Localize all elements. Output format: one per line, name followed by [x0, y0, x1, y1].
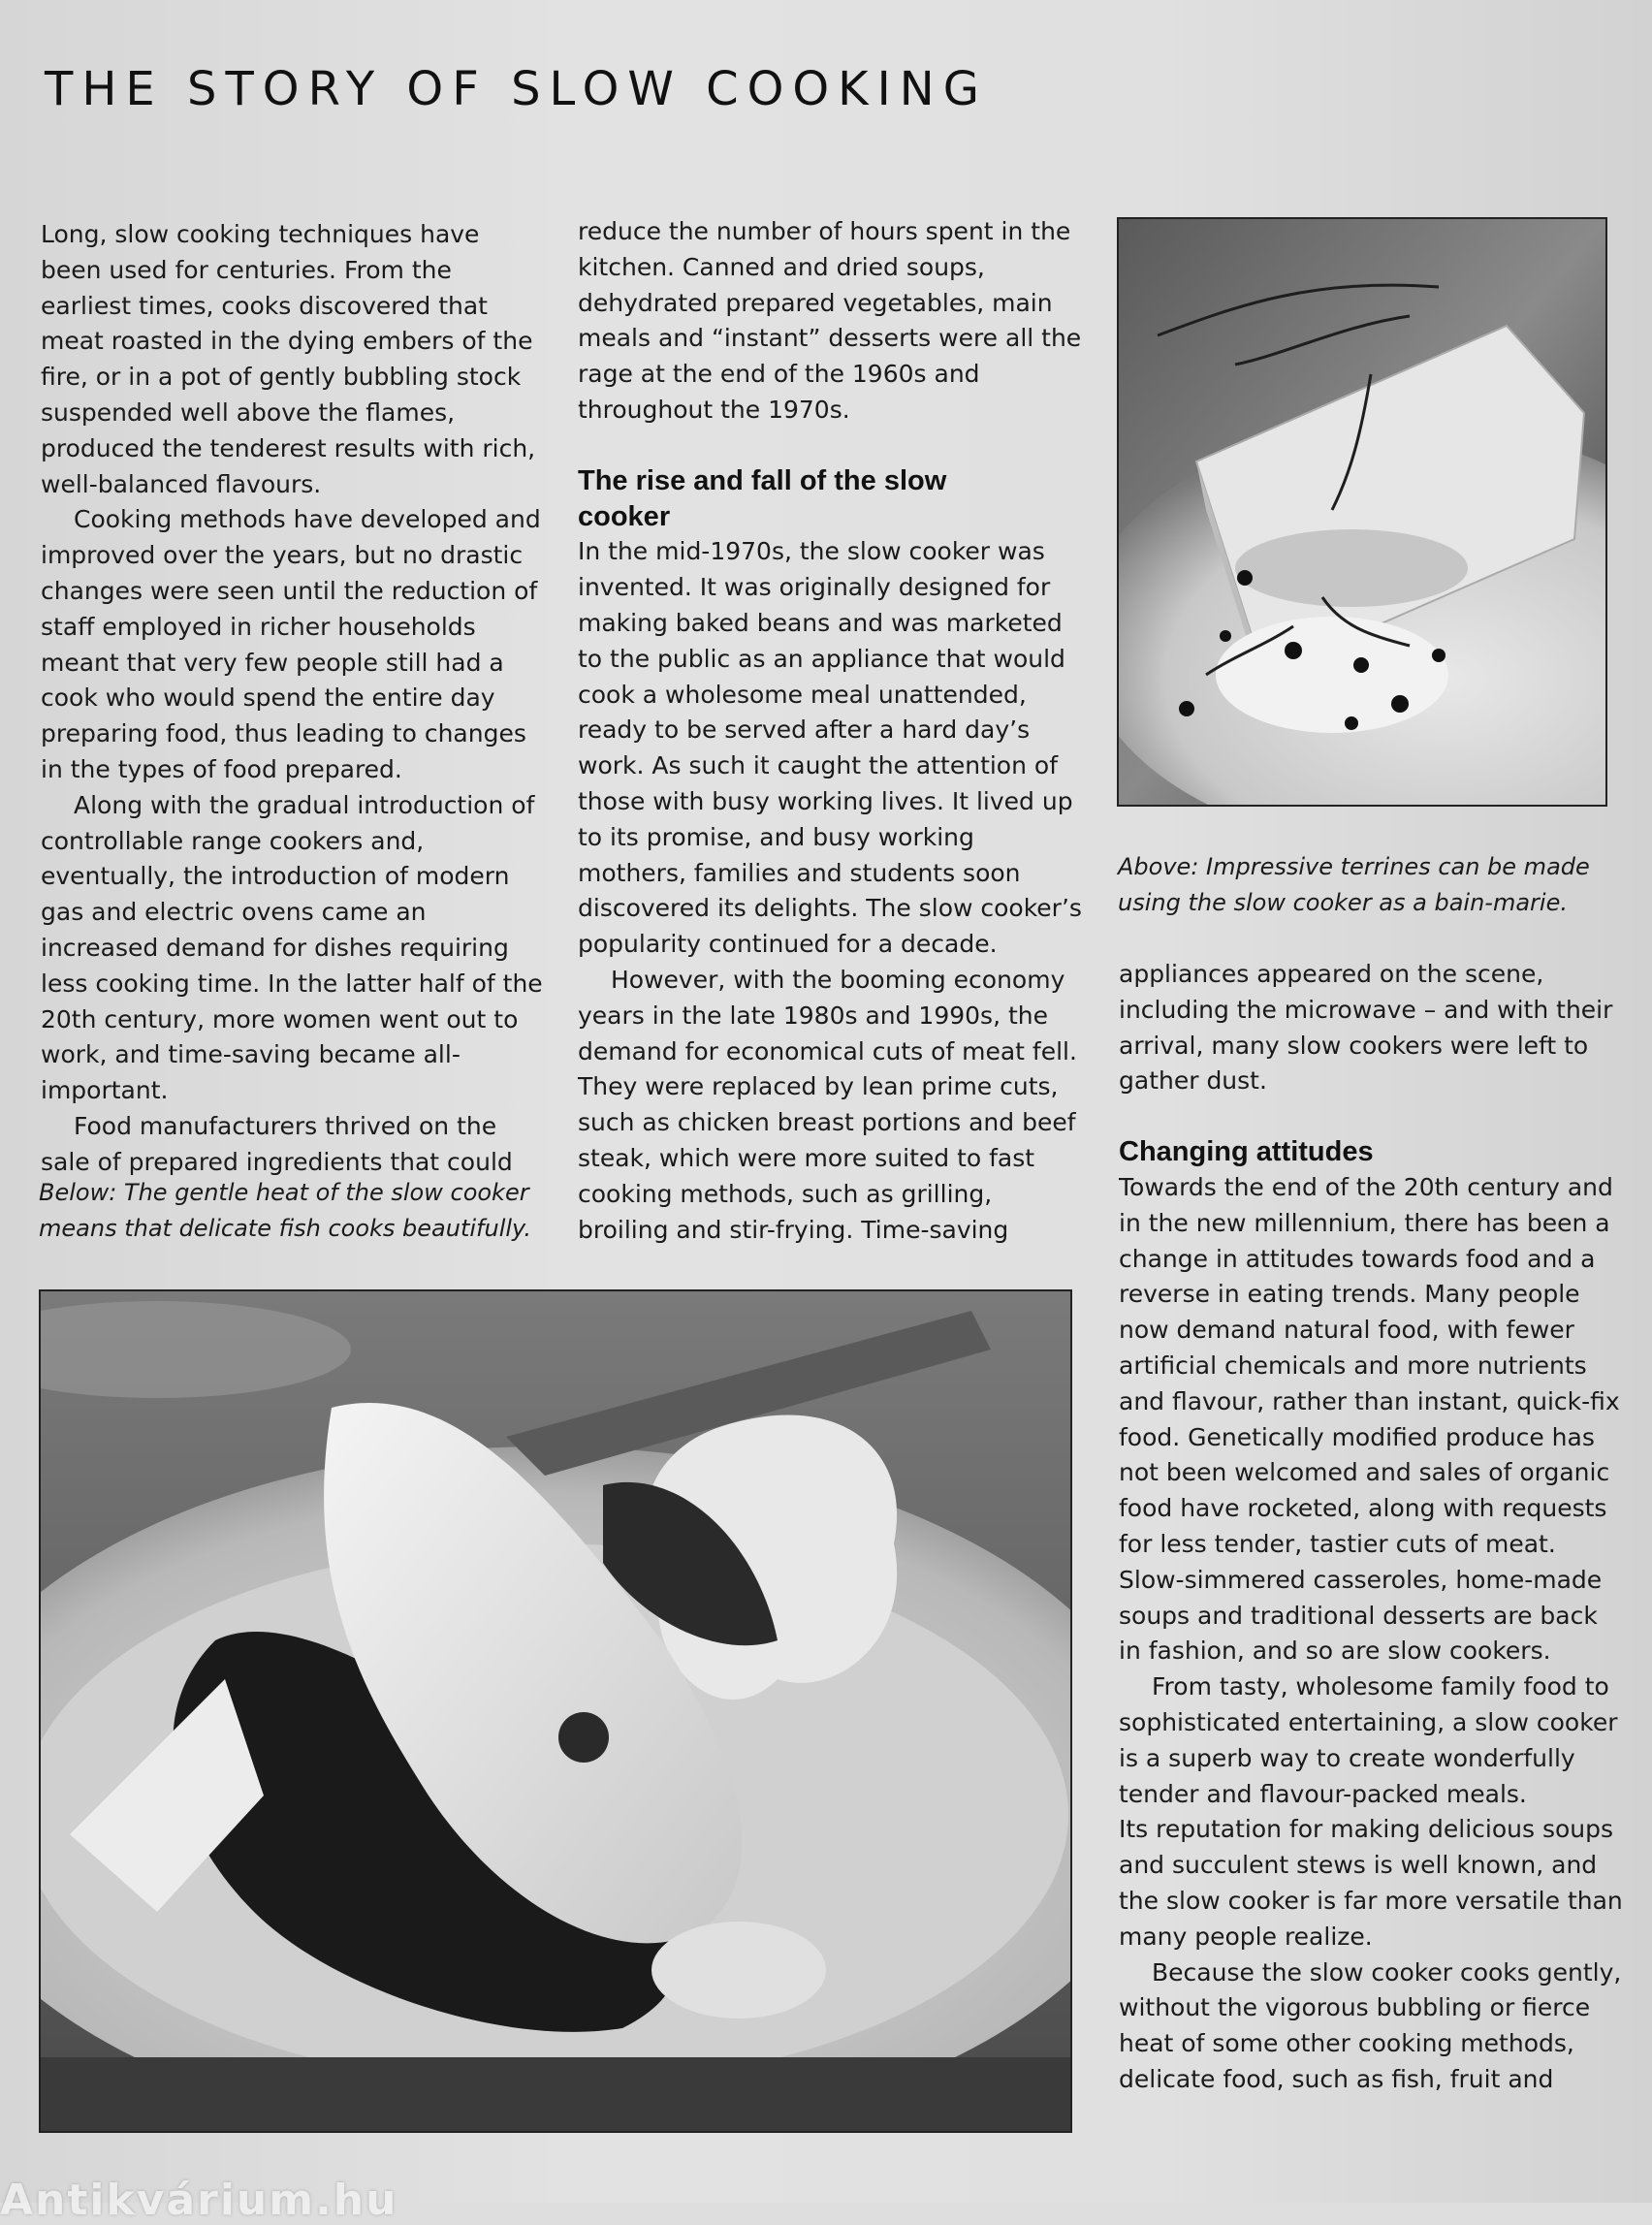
col2-paragraph-3: However, with the booming economy years in the late 1980s and 1990s, the demand for economical cuts of meat fell. They were replaced by lean prime cuts, such as chicken breast portions and beef steak, which were more suited to fast cooking methods, such as grilling, broiling and stir-frying. Time-saving — [578, 965, 1077, 1244]
col1-paragraph-3: Along with the gradual introduction of controllable range cookers and, eventually, the introduction of modern gas and electric ovens came an increased demand for dishes requiring less cooking time. In the latter half of the 20th century, more women went out to work, and time-saving became all-important. — [41, 790, 543, 1105]
terrine-photo — [1117, 217, 1607, 807]
col3-paragraph-1: appliances appeared on the scene, including the microwave – and with their arrival, many slow cookers were left to gather dust. — [1119, 960, 1613, 1096]
col1-paragraph-1: Long, slow cooking techniques have been used for centuries. From the earliest times, cooks discovered that meat roasted in the dying embers of the fire, or in a pot of gently bubbling stock suspended well above the flames, produced the tenderest results with rich, well-balanced flavours. — [41, 220, 536, 498]
caption-below-text: : The gentle heat of the slow cooker means that delicate fish cooks beautifully. — [39, 1179, 532, 1242]
col2-paragraph-1: reduce the number of hours spent in the kitchen. Canned and dried soups, dehydrated prepared vegetables, main meals and “instant” desserts were all the rage at the end of the 1960s and throughout the 1970s. — [578, 217, 1082, 424]
column-3 — [1119, 957, 1623, 2098]
heading-changing-attitudes: Changing attitudes — [1119, 1136, 1374, 1168]
column-1 — [41, 217, 545, 1181]
caption-below-label: Below — [39, 1179, 110, 1206]
terrine-image — [1119, 219, 1605, 805]
page-title: THE STORY OF SLOW COOKING — [45, 62, 988, 116]
col1-paragraph-4: Food manufacturers thrived on the sale of prepared ingredients that could — [41, 1111, 513, 1176]
watermark-text: Antikvárium.hu — [0, 2176, 398, 2225]
caption-below — [39, 1175, 543, 1247]
col3-paragraph-2: Towards the end of the 20th century and in the new millennium, there has been a change in attitudes towards food and a reverse in eating trends. Many people now demand natural food, with fewer artificial chemicals and more nutrients and flavour, rather than instant, quick-fix food. Genetically modified produce has not been welcomed and sales of organic food have rocketed, along with requests for less tender, tastier cuts of meat. Slow-simmered casseroles, home-made soups and traditional desserts are back in fashion, and so are slow cookers. — [1119, 1172, 1620, 1666]
caption-above — [1118, 849, 1603, 921]
col1-paragraph-2: Cooking methods have developed and improved over the years, but no drastic changes were seen until the reduction of staff employed in richer households meant that very few people still had a cook who would spend the entire day preparing food, thus leading to changes in the types of food prepared. — [41, 505, 541, 783]
caption-above-label: Above — [1118, 853, 1191, 880]
column-2 — [578, 214, 1082, 1248]
col3-paragraph-4: Its reputation for making delicious soups and succulent stews is well known, and the slow cooker is far more versatile than many people realize. — [1119, 1815, 1623, 1951]
fish-photo — [39, 1289, 1072, 2133]
col2-paragraph-2: In the mid-1970s, the slow cooker was invented. It was originally designed for making baked beans and was marketed to the public as an appliance that would cook a wholesome meal unattended, ready to be served after a hard day’s work. As such it caught the attention of those with busy working lives. It lived up to its promise, and busy working mothers, families and students soon discovered its delights. The slow cooker’s popularity continued for a decade. — [578, 537, 1082, 959]
col3-paragraph-5: Because the slow cooker cooks gently, without the vigorous bubbling or fierce heat of some other cooking methods, delicate food, such as fish, fruit and — [1119, 1957, 1622, 2093]
col3-paragraph-3: From tasty, wholesome family food to sophisticated entertaining, a slow cooker is a superb way to create wonderfully tender and flavour-packed meals. — [1119, 1672, 1618, 1808]
fish-image — [41, 1291, 1070, 2131]
heading-rise-and-fall: The rise and fall of the slow cooker — [578, 464, 947, 532]
caption-above-text: : Impressive terrines can be made using the slow cooker as a bain-marie. — [1118, 853, 1590, 916]
